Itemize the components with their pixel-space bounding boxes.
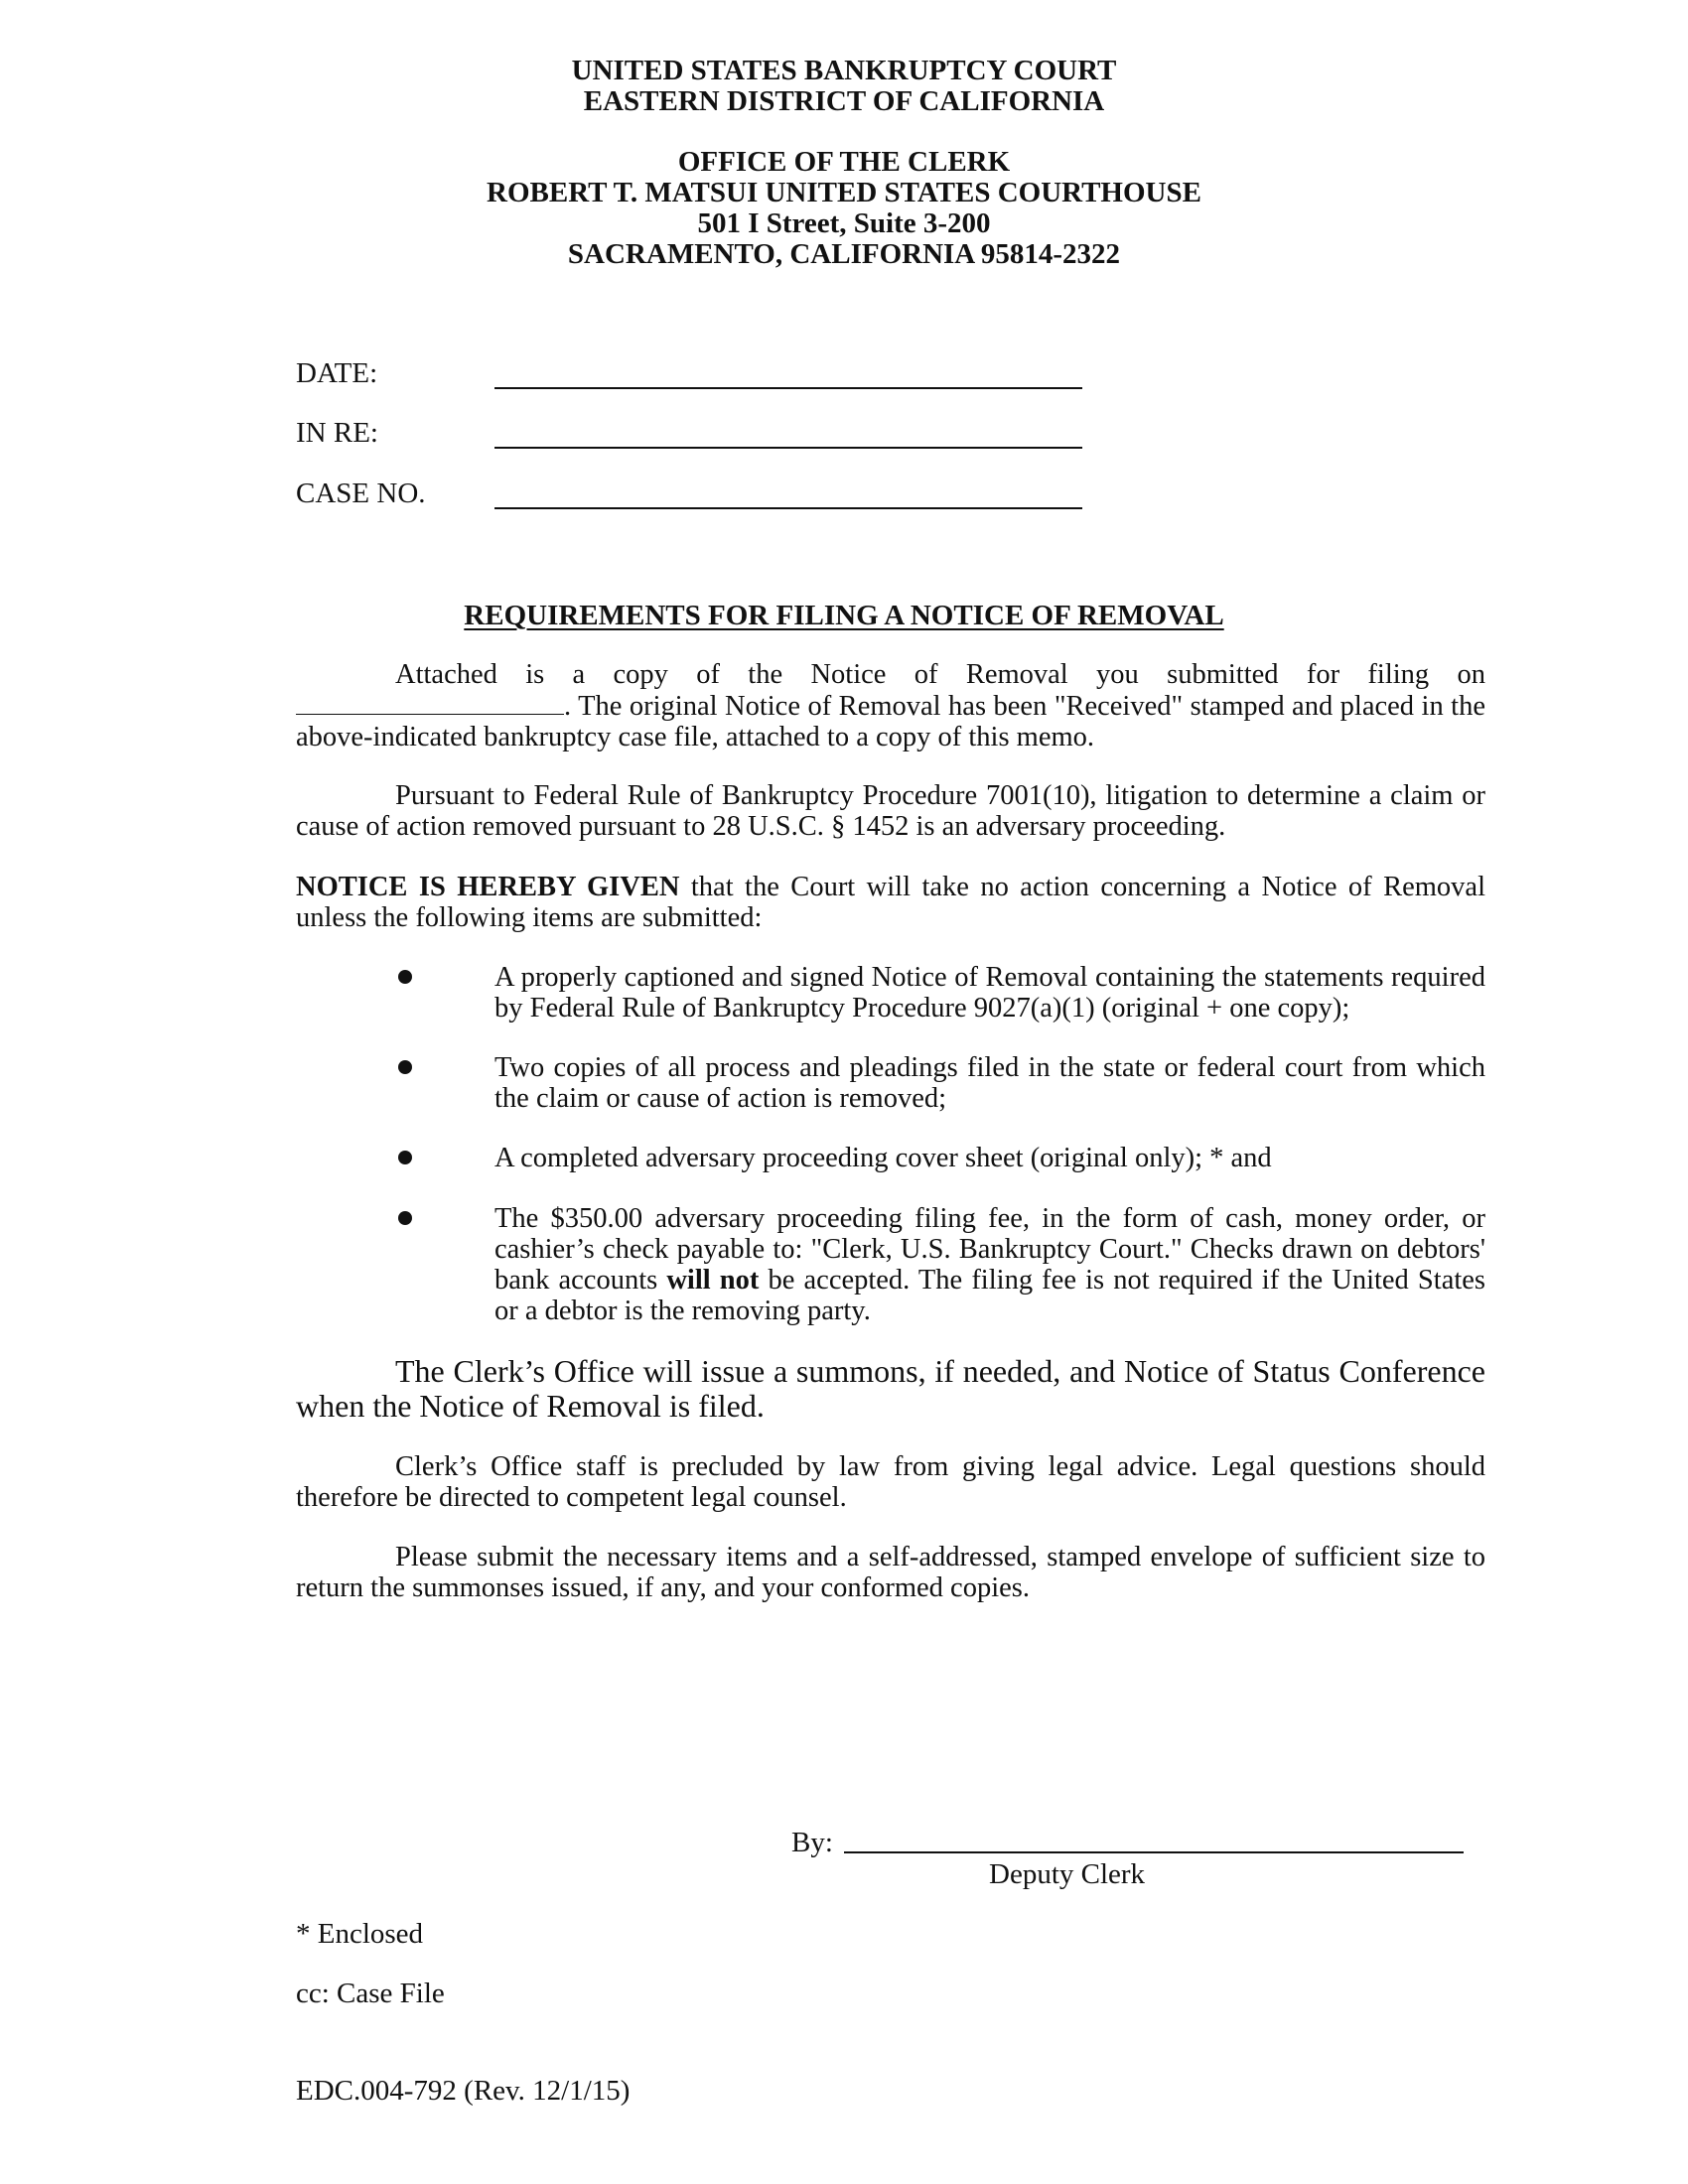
date-input-line[interactable] (494, 387, 1082, 389)
case-no-field-row (296, 478, 1090, 517)
cc-note: cc: Case File (296, 1978, 445, 2009)
paragraph-notice-given (296, 872, 1485, 933)
by-label: By: (791, 1827, 833, 1858)
court-district: EASTERN DISTRICT OF CALIFORNIA (583, 85, 1105, 117)
bullet-dot (398, 1060, 412, 1074)
paragraph-summons-issued: The Clerk’s Office will issue a summons, if needed, and Notice of Status Conference when the Notice of Removal is filed. (296, 1353, 1485, 1424)
paragraph-attached-copy-end: . The original Notice of Removal has been "Received" stamped and placed in the above-indicated bankruptcy case file, attached to a copy of this memo. (296, 691, 1485, 752)
paragraph-rule-7001: Pursuant to Federal Rule of Bankruptcy Procedure 7001(10), litigation to determine a claim or cause of action removed pursuant to 28 U.S.C. § 1452 is an adversary proceeding. (296, 780, 1485, 842)
document-title: REQUIREMENTS FOR FILING A NOTICE OF REMOVAL (464, 600, 1224, 631)
paragraph-legal-advice: Clerk’s Office staff is precluded by law from giving legal advice. Legal questions should therefore be directed to competent legal counsel. (296, 1451, 1485, 1513)
court-name: UNITED STATES BANKRUPTCY COURT (571, 55, 1117, 86)
filing-fee-text-start: The $350.00 adversary proceeding filing fee, in the form of cash, money order, or cashier’s check payable to: "Clerk, U.S. Bankruptcy Court." Checks drawn on debtors' bank accounts (494, 1203, 1485, 1296)
paragraph-attached-copy (296, 659, 1485, 752)
notice-given-rest: that the Court will take no action concerning a Notice of Removal unless the following items are submitted: (296, 872, 1485, 933)
filing-date-blank[interactable] (296, 690, 564, 715)
case-no-label: CASE NO. (296, 478, 426, 509)
bullet-dot (398, 970, 412, 984)
office-title: OFFICE OF THE CLERK (677, 146, 1011, 178)
in-re-label: IN RE: (296, 417, 378, 449)
notice-given-bold: NOTICE IS HEREBY GIVEN (296, 872, 680, 902)
office-header (0, 147, 1688, 270)
bullet-item-filing-fee (494, 1203, 1485, 1326)
court-header (0, 56, 1688, 117)
in-re-field-row (296, 417, 1090, 457)
filing-fee-will-not: will not (666, 1265, 760, 1296)
case-no-input-line[interactable] (494, 507, 1082, 509)
courthouse-name: ROBERT T. MATSUI UNITED STATES COURTHOUSE (487, 177, 1201, 208)
paragraph-attached-copy-start: Attached is a copy of the Notice of Removal you submitted for filing on (395, 659, 1485, 690)
bullet-item-process-pleadings: Two copies of all process and pleadings filed in the state or federal court from which the claim or cause of action is removed; (494, 1052, 1485, 1114)
enclosed-note: * Enclosed (296, 1918, 424, 1950)
bullet-item-cover-sheet: A completed adversary proceeding cover sheet (original only); * and (494, 1143, 1272, 1173)
signature-line[interactable] (844, 1851, 1464, 1853)
paragraph-submit-items: Please submit the necessary items and a self-addressed, stamped envelope of sufficient size to return the summonses issued, if any, and your conformed copies. (296, 1542, 1485, 1603)
deputy-clerk-title: Deputy Clerk (989, 1858, 1146, 1890)
street-address: 501 I Street, Suite 3-200 (697, 207, 991, 239)
form-id: EDC.004-792 (Rev. 12/1/15) (296, 2075, 631, 2107)
bullet-dot (398, 1211, 412, 1225)
date-label: DATE: (296, 357, 378, 389)
bullet-item-notice-of-removal: A properly captioned and signed Notice of Removal containing the statements required by Federal Rule of Bankruptcy Procedure 9027(a)(1) (original + one copy); (494, 962, 1485, 1024)
bullet-dot (398, 1151, 412, 1164)
in-re-input-line[interactable] (494, 447, 1082, 449)
filing-fee-text-end: be accepted. The filing fee is not required if the United States or a debtor is the removing party. (494, 1265, 1485, 1326)
city-state-zip: SACRAMENTO, CALIFORNIA 95814-2322 (567, 238, 1121, 270)
date-field-row (296, 357, 1090, 397)
